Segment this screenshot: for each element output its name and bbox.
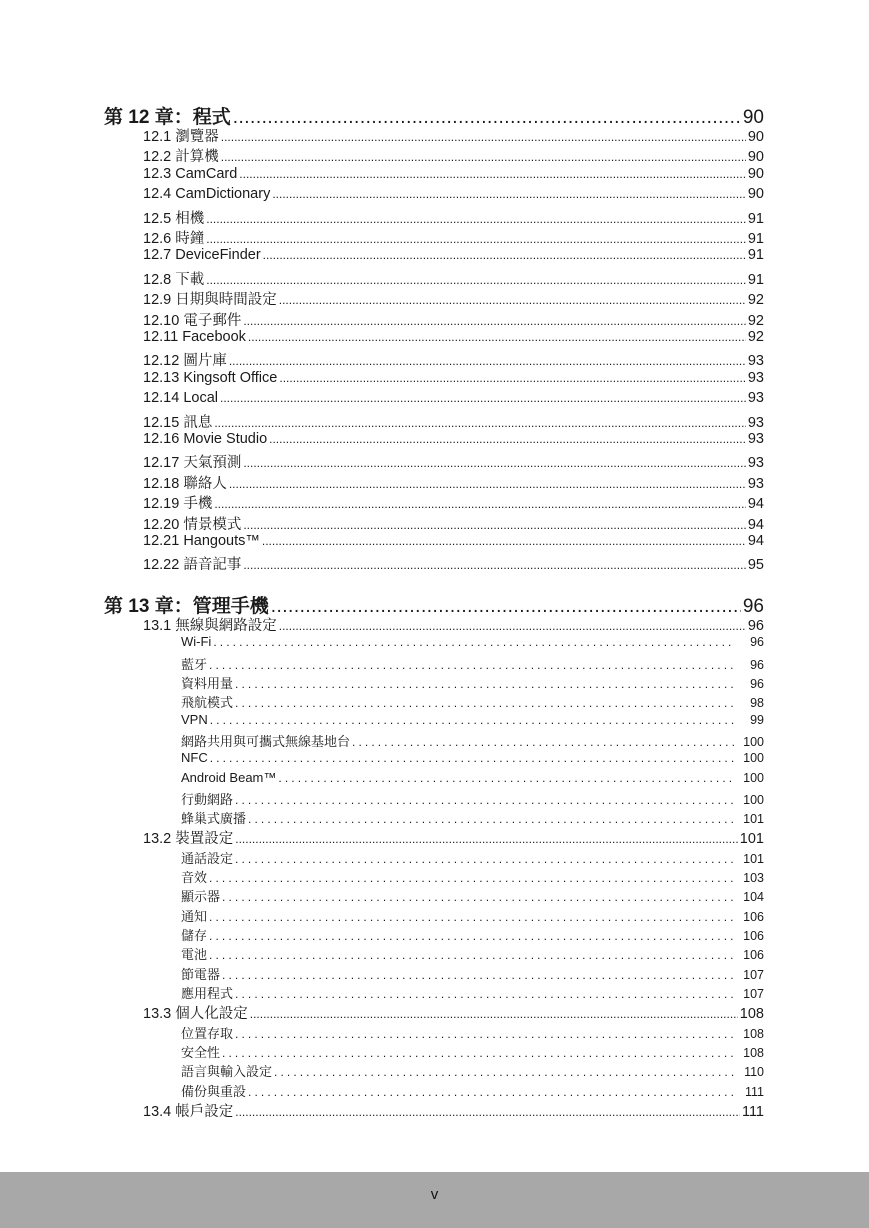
toc-entry-section[interactable] — [143, 309, 764, 330]
dot-leader — [209, 657, 734, 672]
toc-entry-page: 100 — [743, 770, 764, 785]
dot-leader — [279, 370, 746, 386]
toc-entry-title: 12.15 訊息 — [143, 414, 213, 431]
toc-entry-title: 行動網路 — [181, 791, 234, 807]
toc-entry-sub[interactable] — [181, 1061, 764, 1080]
toc-entry-page: 90 — [747, 129, 764, 145]
dot-leader — [235, 831, 738, 847]
dot-leader — [235, 1104, 740, 1120]
toc-entry-page: 92 — [747, 312, 764, 329]
toc-entry-title: 應用程式 — [181, 985, 234, 1001]
toc-entry-section[interactable] — [143, 390, 764, 406]
toc-entry-page: 111 — [744, 1084, 764, 1099]
dot-leader — [209, 928, 734, 943]
toc-entry-title: 備份與重設 — [181, 1083, 247, 1099]
dot-leader — [235, 1026, 734, 1041]
toc-entry-title: 13.2 裝置設定 — [143, 831, 234, 848]
toc-entry-title: 資料用量 — [181, 676, 234, 691]
toc-entry-page: 101 — [743, 812, 764, 827]
dot-leader — [250, 1006, 738, 1022]
dot-leader — [235, 676, 734, 691]
toc-entry-sub[interactable] — [181, 808, 764, 827]
toc-entry-section[interactable] — [143, 125, 764, 146]
toc-entry-page: 96 — [742, 596, 764, 617]
toc-entry-page: 92 — [747, 329, 764, 345]
dot-leader — [214, 415, 746, 431]
toc-entry-section[interactable] — [143, 349, 764, 370]
toc-entry-section[interactable] — [143, 411, 764, 432]
toc-entry-title: 12.7 DeviceFinder — [143, 247, 261, 264]
toc-entry-title: 蜂巢式廣播 — [181, 811, 247, 827]
toc-entry-title: 12.16 Movie Studio — [143, 431, 268, 447]
toc-entry-page: 91 — [747, 210, 764, 227]
dot-leader — [262, 533, 746, 549]
dot-leader — [210, 750, 734, 765]
toc-entry-title: 13.1 無線與網路設定 — [143, 618, 277, 634]
toc-entry-sub[interactable] — [181, 1042, 764, 1061]
toc-entry-title: 12.13 Kingsoft Office — [143, 369, 278, 386]
dot-leader — [248, 1084, 734, 1099]
toc-entry-section[interactable] — [143, 166, 764, 182]
toc-entry-section[interactable] — [143, 431, 764, 447]
dot-leader — [206, 272, 746, 288]
toc-entry-section[interactable] — [143, 1002, 764, 1023]
toc-entry-section[interactable] — [143, 827, 764, 848]
toc-entry-sub[interactable] — [181, 770, 764, 785]
dot-leader — [269, 431, 746, 447]
dot-leader — [274, 1064, 734, 1079]
toc-entry-sub[interactable] — [181, 886, 764, 905]
toc-entry-title: 位置存取 — [181, 1025, 234, 1041]
toc-entry-page: 90 — [747, 149, 764, 166]
dot-leader — [221, 149, 746, 165]
toc-entry-title: 藍牙 — [181, 656, 208, 672]
toc-entry-title: 12.12 圖片庫 — [143, 353, 227, 370]
toc-entry-page: 98 — [750, 696, 764, 711]
toc-entry-sub[interactable] — [181, 848, 764, 867]
toc-entry-title: 12.4 CamDictionary — [143, 186, 271, 203]
dot-leader — [279, 292, 746, 308]
toc-entry-section[interactable] — [143, 472, 764, 493]
dot-leader — [243, 313, 746, 329]
toc-entry-title: 13.3 個人化設定 — [143, 1006, 248, 1023]
toc-entry-section[interactable] — [143, 247, 764, 263]
toc-entry-page: 101 — [739, 831, 764, 848]
toc-entry-sub[interactable] — [181, 1081, 764, 1100]
toc-entry-sub[interactable] — [181, 692, 764, 711]
toc-entry-title: 通知 — [181, 908, 208, 924]
dot-leader — [209, 947, 734, 962]
dot-leader — [229, 476, 746, 492]
toc-entry-page: 92 — [747, 292, 764, 309]
toc-entry-title: 通話設定 — [181, 850, 234, 866]
toc-entry-title: 12.20 情景模式 — [143, 516, 242, 533]
toc-entry-sub[interactable] — [181, 983, 764, 1002]
toc-entry-title: 12.8 下載 — [143, 271, 205, 288]
toc-entry-page: 93 — [747, 353, 764, 370]
dot-leader — [239, 166, 746, 182]
toc-entry-page: 93 — [747, 390, 764, 407]
toc-entry-title: 12.2 計算機 — [143, 149, 219, 166]
toc-entry-page: 107 — [743, 967, 764, 982]
toc-entry-title: 飛航模式 — [181, 695, 234, 711]
toc-entry-title: 12.22 語音記事 — [143, 557, 242, 574]
toc-entry-section[interactable] — [143, 186, 764, 202]
toc-entry-sub[interactable] — [181, 750, 764, 765]
dot-leader — [248, 329, 746, 345]
toc-entry-section[interactable] — [143, 513, 764, 534]
toc-entry-page: 91 — [747, 247, 764, 264]
dot-leader — [221, 129, 746, 145]
dot-leader — [222, 967, 734, 982]
toc-entry-sub[interactable] — [181, 654, 764, 673]
toc-entry-sub[interactable] — [181, 944, 764, 963]
toc-entry-title: 節電器 — [181, 966, 221, 982]
dot-leader — [206, 231, 746, 247]
toc-entry-title: Wi-Fi — [181, 634, 212, 650]
toc-entry-sub[interactable] — [181, 789, 764, 808]
toc-entry-section[interactable] — [143, 533, 764, 549]
toc-entry-title: 12.11 Facebook — [143, 329, 246, 345]
dot-leader — [235, 695, 734, 710]
dot-leader — [209, 870, 734, 885]
toc-entry-title: 12.14 Local — [143, 390, 218, 407]
toc-entry-page: 94 — [747, 516, 764, 533]
dot-leader — [272, 186, 746, 202]
toc-entry-section[interactable] — [143, 227, 764, 248]
toc-entry-page: 93 — [747, 431, 764, 447]
toc-entry-page: 96 — [750, 677, 764, 691]
toc-entry-page: 106 — [743, 948, 764, 963]
dot-leader — [222, 889, 734, 904]
toc-entry-sub[interactable] — [181, 673, 764, 692]
toc-entry-section[interactable] — [143, 492, 764, 513]
toc-entry-sub[interactable] — [181, 964, 764, 983]
toc-entry-page: 96 — [750, 635, 764, 650]
toc-entry-title: 第 12 章：程式 — [104, 107, 231, 128]
toc-entry-page: 101 — [743, 851, 764, 866]
dot-leader — [243, 557, 746, 573]
toc-entry-page: 96 — [750, 657, 764, 672]
toc-entry-title: VPN — [181, 711, 208, 727]
toc-entry-title: 安全性 — [181, 1044, 221, 1060]
toc-entry-section[interactable] — [143, 207, 764, 228]
toc-entry-page: 90 — [742, 107, 764, 128]
dot-leader — [248, 811, 734, 826]
toc-entry-section[interactable] — [143, 145, 764, 166]
toc-entry-title: 第 13 章：管理手機 — [104, 596, 269, 617]
toc-entry-title: 12.21 Hangouts™ — [143, 533, 260, 549]
toc-entry-page: 93 — [747, 475, 764, 492]
dot-leader — [235, 792, 734, 807]
toc-entry-title: Android Beam™ — [181, 769, 277, 785]
dot-leader — [222, 1045, 734, 1060]
toc-entry-sub[interactable] — [181, 731, 764, 750]
toc-entry-page: 95 — [747, 557, 764, 574]
toc-entry-page: 110 — [744, 1065, 764, 1080]
toc-entry-page: 100 — [743, 751, 764, 766]
toc-entry-sub[interactable] — [181, 906, 764, 925]
toc-entry-section[interactable] — [143, 329, 764, 345]
toc-entry-page: 111 — [741, 1103, 764, 1120]
toc-entry-section[interactable] — [143, 553, 764, 574]
toc-entry-section[interactable] — [143, 268, 764, 289]
dot-leader — [243, 455, 746, 471]
toc-entry-section[interactable] — [143, 451, 764, 472]
toc-entry-title: 電池 — [181, 947, 208, 963]
toc-entry-page: 94 — [747, 496, 764, 513]
toc-entry-page: 107 — [743, 986, 764, 1001]
dot-leader — [278, 770, 734, 785]
toc-entry-sub[interactable] — [181, 1023, 764, 1042]
toc-entry-title: 語言與輸入設定 — [181, 1064, 273, 1080]
toc-entry-page: 100 — [743, 734, 764, 749]
toc-entry-page: 93 — [747, 455, 764, 472]
toc-entry-page: 108 — [743, 1045, 764, 1060]
toc-entry-title: 12.19 手機 — [143, 496, 213, 513]
dot-leader — [352, 734, 734, 749]
dot-leader — [220, 390, 746, 406]
toc-entry-page: 91 — [747, 231, 764, 247]
dot-leader — [209, 909, 734, 924]
toc-entry-section[interactable] — [143, 370, 764, 386]
toc-entry-page: 108 — [743, 1026, 764, 1041]
toc-entry-title: NFC — [181, 750, 208, 766]
toc-entry-title: 12.5 相機 — [143, 210, 205, 227]
toc-entry-sub[interactable] — [181, 867, 764, 886]
toc-entry-page: 93 — [747, 369, 764, 386]
dot-leader — [214, 496, 746, 512]
toc-entry-title: 12.17 天氣預測 — [143, 455, 242, 472]
toc-entry-page: 90 — [747, 186, 764, 203]
toc-entry-section[interactable] — [143, 1100, 764, 1121]
toc-entry-page: 106 — [743, 929, 764, 943]
toc-entry-title: 顯示器 — [181, 889, 221, 905]
toc-entry-title: 音效 — [181, 870, 208, 886]
toc-entry-title: 網路共用與可攜式無線基地台 — [181, 733, 351, 749]
dot-leader — [213, 634, 734, 649]
toc-entry-title: 12.10 電子郵件 — [143, 312, 242, 329]
toc-entry-title: 儲存 — [181, 928, 208, 943]
toc-entry-page: 99 — [750, 712, 764, 727]
page-number: v — [430, 1186, 439, 1203]
dot-leader — [263, 247, 746, 263]
toc-entry-page: 103 — [743, 871, 764, 886]
toc-entry-sub[interactable] — [181, 634, 764, 649]
dot-leader — [243, 517, 746, 533]
dot-leader — [206, 211, 746, 227]
toc-entry-title: 12.1 瀏覽器 — [143, 129, 219, 145]
toc-entry-page: 90 — [747, 165, 764, 182]
toc-entry-sub[interactable] — [181, 712, 764, 727]
toc-entry-page: 106 — [743, 909, 764, 924]
toc-entry-page: 104 — [743, 890, 764, 905]
dot-leader — [235, 851, 734, 866]
dot-leader — [235, 986, 734, 1001]
toc-entry-title: 13.4 帳戶設定 — [143, 1103, 234, 1120]
toc-entry-page: 96 — [747, 618, 764, 634]
dot-leader — [210, 712, 734, 727]
toc-entry-page: 93 — [747, 414, 764, 431]
toc-entry-section[interactable] — [143, 288, 764, 309]
toc-entry-sub[interactable] — [181, 925, 764, 944]
toc-entry-title: 12.6 時鐘 — [143, 231, 205, 247]
toc-entry-page: 100 — [743, 792, 764, 807]
toc-entry-page: 94 — [747, 533, 764, 549]
dot-leader — [229, 353, 746, 369]
toc-entry-title: 12.9 日期與時間設定 — [143, 292, 277, 309]
toc-entry-section[interactable] — [143, 614, 764, 635]
toc-entry-title: 12.3 CamCard — [143, 165, 238, 182]
dot-leader — [279, 618, 746, 634]
toc-entry-title: 12.18 聯絡人 — [143, 475, 227, 492]
toc-entry-page: 108 — [739, 1006, 764, 1023]
toc-entry-page: 91 — [747, 271, 764, 288]
